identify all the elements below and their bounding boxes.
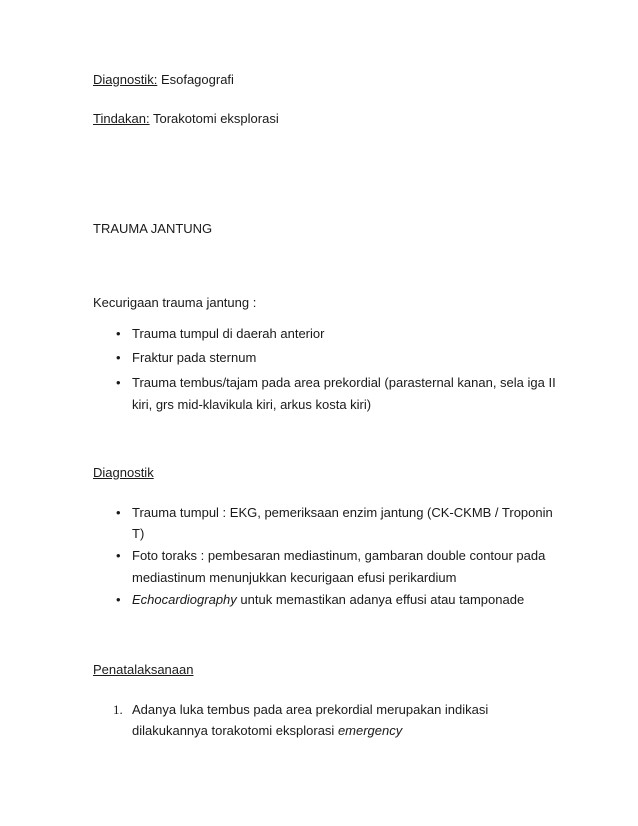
section-title: TRAUMA JANTUNG xyxy=(93,221,213,236)
list-item-text: Trauma tumpul di daerah anterior xyxy=(132,326,325,341)
tindakan-line xyxy=(93,111,279,127)
list-item-text: Adanya luka tembus pada area prekordial merupakan indikasi xyxy=(132,702,489,717)
bullet-icon: • xyxy=(116,592,121,607)
list-item-continuation: kiri, grs mid-klavikula kiri, arkus kosta kiri) xyxy=(132,397,372,412)
bullet-icon: • xyxy=(116,505,121,520)
list-item-continuation: T) xyxy=(132,526,145,541)
emphasis-text: emergency xyxy=(337,723,403,738)
diagnostik-line-1 xyxy=(93,72,234,88)
diagnostik-value: Esofagografi xyxy=(160,72,234,87)
list-item-text: Trauma tembus/tajam pada area prekordial (parasternal kanan, sela iga II xyxy=(132,375,556,390)
diagnostik-title: Diagnostik xyxy=(93,465,154,480)
list-item-text-rest: untuk memastikan adanya effusi atau tamponade xyxy=(236,592,525,607)
penatalaksanaan-title: Penatalaksanaan xyxy=(93,662,194,677)
list-item-continuation: mediastinum menunjukkan kecurigaan efusi perikardium xyxy=(132,570,457,585)
bullet-icon: • xyxy=(116,350,121,365)
list-item-text: Trauma tumpul : EKG, pemeriksaan enzim jantung (CK-CKMB / Troponin xyxy=(132,505,553,520)
tindakan-label: Tindakan: xyxy=(93,111,150,126)
bullet-icon: • xyxy=(116,326,121,341)
bullet-icon: • xyxy=(116,548,121,563)
tindakan-value: Torakotomi eksplorasi xyxy=(153,111,279,126)
diagnostik-label: Diagnostik: xyxy=(93,72,158,87)
kecurigaan-title: Kecurigaan trauma jantung : xyxy=(93,295,257,310)
list-number: 1. xyxy=(113,702,123,717)
bullet-icon: • xyxy=(116,375,121,390)
list-item-text: Foto toraks : pembesaran mediastinum, gambaran double contour pada xyxy=(132,548,546,563)
list-item-text: dilakukannya torakotomi eksplorasi xyxy=(132,723,338,738)
list-item-continuation xyxy=(132,723,402,739)
emphasis-text: Echocardiography xyxy=(132,592,237,607)
list-item-text: Fraktur pada sternum xyxy=(132,350,257,365)
list-item-text xyxy=(132,592,524,608)
